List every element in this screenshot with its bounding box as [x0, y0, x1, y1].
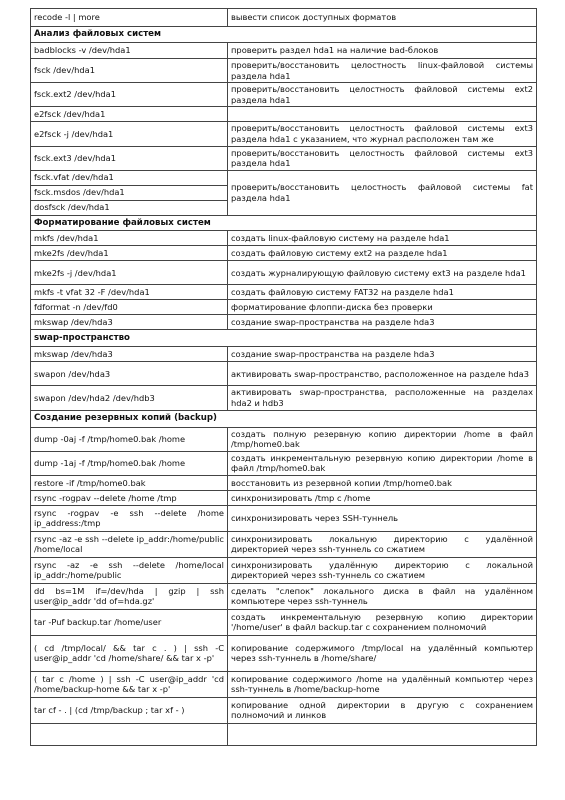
section-title: swap-пространство	[31, 330, 537, 347]
table-row	[31, 427, 537, 451]
table-row	[31, 315, 537, 330]
command-cell	[31, 723, 228, 745]
description-cell: создание swap-пространства на разделе hda3	[228, 315, 537, 330]
description-cell: синхронизировать /tmp с /home	[228, 490, 537, 505]
command-cell: fsck.ext2 /dev/hda1	[31, 83, 228, 107]
command-cell: mkfs -t vfat 32 -F /dev/hda1	[31, 285, 228, 300]
command-cell: recode -l | more	[31, 9, 228, 27]
table-row	[31, 505, 537, 531]
description-cell: создание swap-пространства на разделе hda3	[228, 347, 537, 362]
command-cell: restore -if /tmp/home0.bak	[31, 475, 228, 490]
command-cell: fsck /dev/hda1	[31, 59, 228, 83]
description-cell: проверить/восстановить целостность файловой системы ext3 раздела hda1 с указанием, что журнал расположен там же	[228, 122, 537, 146]
description-cell: форматирование флоппи-диска без проверки	[228, 300, 537, 315]
section-header-row	[31, 410, 537, 427]
table-row	[31, 671, 537, 697]
description-cell: проверить/восстановить целостность linux-файловой системы раздела hda1	[228, 59, 537, 83]
command-cell: rsync -rogpav -e ssh --delete /home ip_address:/tmp	[31, 505, 228, 531]
command-cell: rsync -az -e ssh --delete ip_addr:/home/public /home/local	[31, 531, 228, 557]
description-cell: синхронизировать локальную директорию с удалённой директорией через ssh-туннель со сжатием	[228, 531, 537, 557]
description-cell	[228, 723, 537, 745]
command-cell: fsck.msdos /dev/hda1	[31, 185, 228, 200]
table-row	[31, 531, 537, 557]
table-row	[31, 362, 537, 386]
command-cell: tar cf - . | (cd /tmp/backup ; tar xf - )	[31, 697, 228, 723]
command-cell: dump -1aj -f /tmp/home0.bak /home	[31, 451, 228, 475]
command-cell: mke2fs /dev/hda1	[31, 246, 228, 261]
description-cell: проверить/восстановить целостность файловой системы ext3 раздела hda1	[228, 146, 537, 170]
section-header-row	[31, 27, 537, 43]
table-row	[31, 9, 537, 27]
command-cell: dd bs=1M if=/dev/hda | gzip | ssh user@ip_addr 'dd of=hda.gz'	[31, 583, 228, 609]
description-cell: восстановить из резервной копии /tmp/home0.bak	[228, 475, 537, 490]
description-cell	[228, 107, 537, 122]
command-cell: ( tar c /home ) | ssh -C user@ip_addr 'cd /home/backup-home && tar x -p'	[31, 671, 228, 697]
table-row	[31, 557, 537, 583]
description-cell: активировать swap-пространство, расположенное на разделе hda3	[228, 362, 537, 386]
table-row	[31, 475, 537, 490]
section-title: Анализ файловых систем	[31, 27, 537, 43]
table-row	[31, 451, 537, 475]
command-cell: dosfsck /dev/hda1	[31, 200, 228, 215]
table-row	[31, 107, 537, 122]
description-cell: проверить раздел hda1 на наличие bad-блоков	[228, 43, 537, 59]
command-cell: e2fsck /dev/hda1	[31, 107, 228, 122]
table-row	[31, 231, 537, 246]
command-cell: tar -Puf backup.tar /home/user	[31, 609, 228, 635]
description-cell: копирование содержимого /home на удалённый компьютер через ssh-туннель в /home/backup-home	[228, 671, 537, 697]
description-cell: создать инкрементальную резервную копию директории /home в файл /tmp/home0.bak	[228, 451, 537, 475]
command-cell: mkswap /dev/hda3	[31, 315, 228, 330]
command-cell: mke2fs -j /dev/hda1	[31, 261, 228, 285]
description-cell: проверить/восстановить целостность файловой системы fat раздела hda1	[228, 170, 537, 215]
table-row	[31, 723, 537, 745]
command-cell: dump -0aj -f /tmp/home0.bak /home	[31, 427, 228, 451]
table-row	[31, 490, 537, 505]
table-row	[31, 285, 537, 300]
command-cell: badblocks -v /dev/hda1	[31, 43, 228, 59]
table-row	[31, 635, 537, 671]
command-cell: e2fsck -j /dev/hda1	[31, 122, 228, 146]
description-cell: копирование одной директории в другую с сохранением полномочий и линков	[228, 697, 537, 723]
description-cell: синхронизировать через SSH-туннель	[228, 505, 537, 531]
table-row	[31, 347, 537, 362]
section-title: Форматирование файловых систем	[31, 215, 537, 231]
description-cell: активировать swap-пространства, расположенные на разделах hda2 и hdb3	[228, 386, 537, 410]
description-cell: создать полную резервную копию директории /home в файл /tmp/home0.bak	[228, 427, 537, 451]
section-header-row	[31, 215, 537, 231]
command-cell: swapon /dev/hda3	[31, 362, 228, 386]
description-cell: создать файловую систему FAT32 на разделе hda1	[228, 285, 537, 300]
table-row	[31, 300, 537, 315]
description-cell: создать инкрементальную резервную копию директории '/home/user' в файл backup.tar с сохранением полномочий	[228, 609, 537, 635]
description-cell: создать журналирующую файловую систему ext3 на разделе hda1	[228, 261, 537, 285]
table-row	[31, 122, 537, 146]
table-row	[31, 261, 537, 285]
command-cell: rsync -az -e ssh --delete /home/local ip_addr:/home/public	[31, 557, 228, 583]
command-cell: mkswap /dev/hda3	[31, 347, 228, 362]
description-cell: копирование содержимого /tmp/local на удалённый компьютер через ssh-туннель в /home/share/	[228, 635, 537, 671]
command-cell: ( cd /tmp/local/ && tar c . ) | ssh -C user@ip_addr 'cd /home/share/ && tar x -p'	[31, 635, 228, 671]
table-row	[31, 246, 537, 261]
description-cell: проверить/восстановить целостность файловой системы ext2 раздела hda1	[228, 83, 537, 107]
table-row	[31, 59, 537, 83]
table-row	[31, 386, 537, 410]
section-header-row	[31, 330, 537, 347]
table-row	[31, 697, 537, 723]
description-cell: вывести список доступных форматов	[228, 9, 537, 27]
table-row	[31, 609, 537, 635]
command-cell: swapon /dev/hda2 /dev/hdb3	[31, 386, 228, 410]
table-row	[31, 83, 537, 107]
command-cell: rsync -rogpav --delete /home /tmp	[31, 490, 228, 505]
command-cell: mkfs /dev/hda1	[31, 231, 228, 246]
command-cell: fsck.vfat /dev/hda1	[31, 170, 228, 185]
command-cell: fsck.ext3 /dev/hda1	[31, 146, 228, 170]
description-cell: создать файловую систему ext2 на разделе hda1	[228, 246, 537, 261]
commands-table	[30, 8, 537, 746]
description-cell: создать linux-файловую систему на разделе hda1	[228, 231, 537, 246]
table-row	[31, 146, 537, 170]
description-cell: сделать "слепок" локального диска в файл на удалённом компьютере через ssh-туннель	[228, 583, 537, 609]
table-row	[31, 170, 537, 185]
section-title: Создание резервных копий (backup)	[31, 410, 537, 427]
command-cell: fdformat -n /dev/fd0	[31, 300, 228, 315]
table-row	[31, 43, 537, 59]
description-cell: синхронизировать удалённую директорию с локальной директорией через ssh-туннель со сжатием	[228, 557, 537, 583]
table-row	[31, 583, 537, 609]
